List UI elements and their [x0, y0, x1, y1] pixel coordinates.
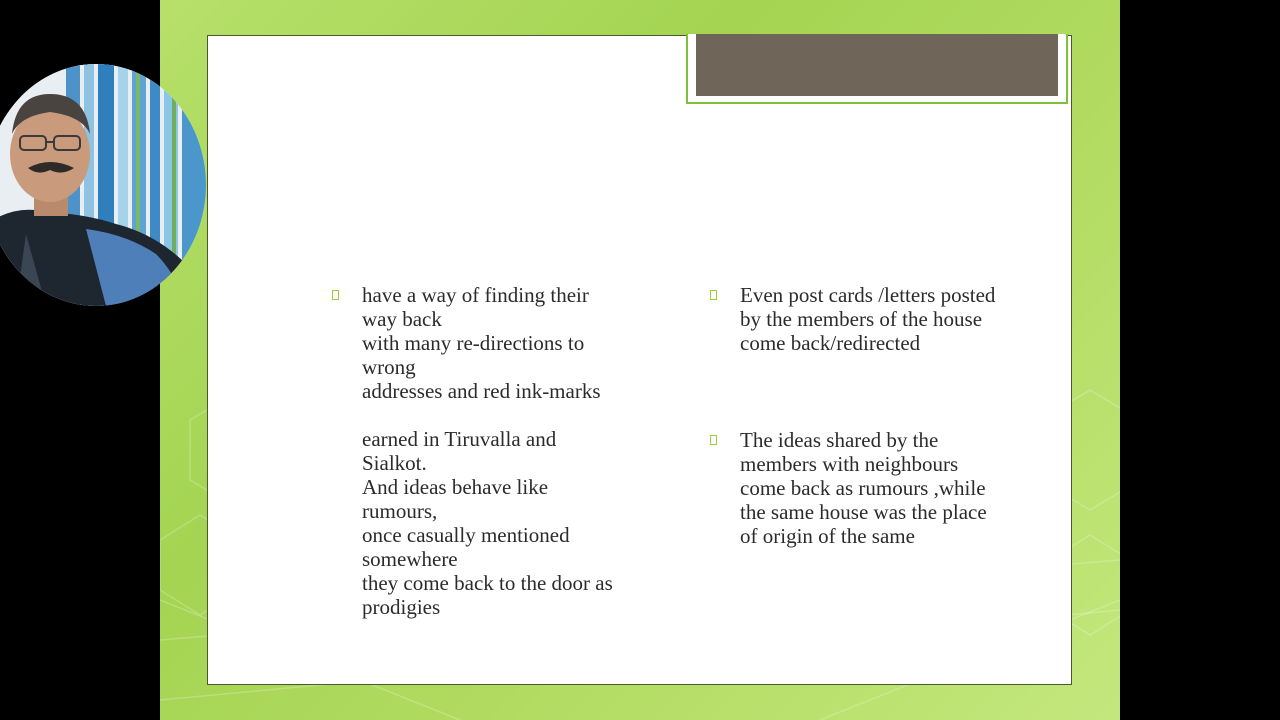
bullet-item [710, 428, 1030, 548]
bullet-item [710, 283, 1030, 355]
text-line: And ideas behave like [362, 475, 549, 499]
hollow-square-bullet-icon [710, 290, 717, 300]
hollow-square-bullet-icon [332, 290, 339, 300]
text-line: the same house was the place [740, 500, 987, 524]
left-text-column [332, 283, 662, 619]
text-line: earned in Tiruvalla and [362, 427, 557, 451]
text-line: with many re-directions to [362, 331, 585, 355]
title-placeholder-frame [686, 34, 1068, 104]
text-line: rumours, [362, 499, 438, 523]
text-line: come back as rumours ,while [740, 476, 986, 500]
text-line: once casually mentioned [362, 523, 570, 547]
text-line: they come back to the door as [362, 571, 613, 595]
bullet-spacer [710, 355, 1030, 428]
bullet-item [332, 283, 662, 619]
title-bar [696, 34, 1058, 96]
text-line: Even post cards /letters posted [740, 283, 996, 307]
text-line: come back/redirected [740, 331, 921, 355]
text-line: prodigies [362, 595, 441, 619]
text-line: of origin of the same [740, 524, 915, 548]
text-line: way back [362, 307, 442, 331]
slide-content-panel [207, 35, 1072, 685]
text-line: by the members of the house [740, 307, 983, 331]
text-line: somewhere [362, 547, 458, 571]
text-line: Sialkot. [362, 451, 427, 475]
blank-line [362, 403, 662, 427]
text-line: The ideas shared by the [740, 428, 939, 452]
hollow-square-bullet-icon [710, 435, 717, 445]
presentation-slide [160, 0, 1120, 720]
text-line: wrong [362, 355, 416, 379]
text-line: have a way of finding their [362, 283, 589, 307]
text-line: addresses and red ink-marks [362, 379, 601, 403]
right-text-column [710, 283, 1030, 548]
text-line: members with neighbours [740, 452, 959, 476]
